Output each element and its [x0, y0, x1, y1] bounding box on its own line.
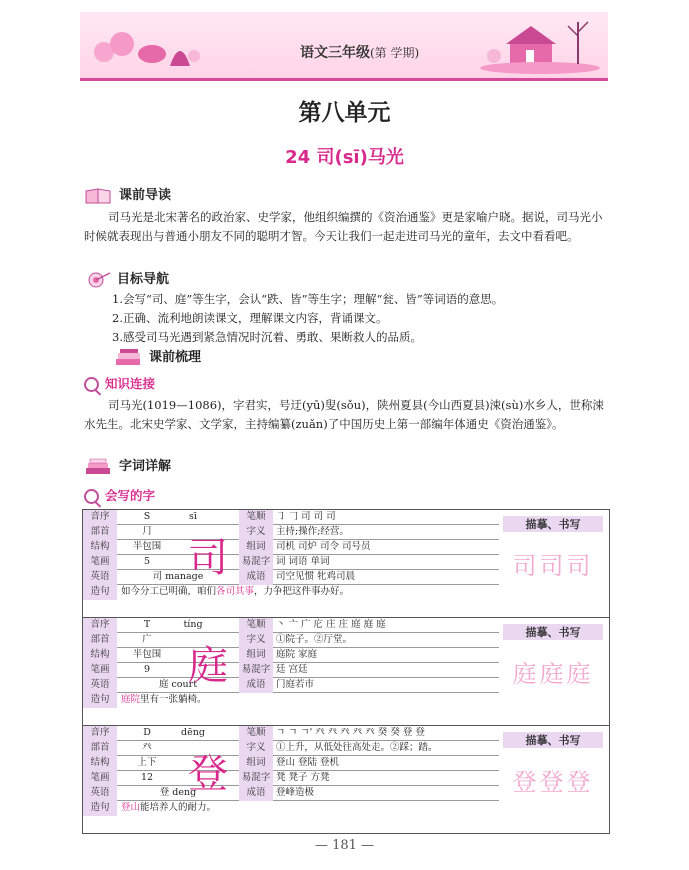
- field-value: 司 manage: [152, 571, 204, 582]
- magnifier-icon: [84, 377, 99, 392]
- field-value: D: [143, 727, 151, 738]
- field-label: 字义: [239, 525, 273, 540]
- field-value: 12: [140, 772, 154, 783]
- field-value: 广: [142, 634, 152, 645]
- field-label: 英语: [83, 570, 117, 585]
- house-tree-decoration-icon: [480, 16, 600, 74]
- char-row-sentence: [83, 585, 607, 600]
- field-label: 结构: [83, 648, 117, 663]
- section-preread-heading: 课前导读: [84, 184, 171, 205]
- char-row-meaning: [83, 633, 499, 648]
- trace-characters: 登登登: [512, 768, 594, 796]
- field-value: ①院子。②厅堂。: [276, 634, 353, 645]
- flower-decoration-icon: [90, 26, 210, 72]
- highlighted-word: 各司其事: [216, 586, 255, 597]
- field-value: ①上升，从低处往高处走。②踩；踏。: [276, 742, 438, 753]
- char-row-meaning: [83, 525, 499, 540]
- field-label: 笔顺: [239, 726, 273, 741]
- field-value: 主持;操作;经营。: [276, 526, 349, 537]
- field-value: 凳 凳子 方凳: [276, 772, 330, 783]
- field-value: 门庭若市: [276, 679, 315, 690]
- section-write-heading: 会写的字: [84, 486, 155, 504]
- field-value: 登峰造极: [276, 787, 315, 798]
- field-value: 登山 登陆 登机: [276, 757, 340, 768]
- preread-text: 司马光是北宋著名的政治家、史学家，他组织编撰的《资治通鉴》更是家喻户晓。据说，司马光小时候就表现出与普通小朋友不同的聪明才智。今天让我们一起走进司马光的童年，去文中看看吧。: [84, 210, 603, 243]
- field-label: 造句: [83, 693, 117, 708]
- field-value: 半包围: [132, 541, 162, 552]
- field-label: 笔顺: [239, 510, 273, 525]
- field-value: ㄱ ㄱ ㄱ' 癶 癶 癶 癶 癶 癸 癸 登 登: [276, 727, 425, 738]
- trace-characters: 司司司: [512, 552, 594, 580]
- page-number: — 181 —: [314, 838, 375, 853]
- field-label: 结构: [83, 540, 117, 555]
- field-label: 部首: [83, 525, 117, 540]
- field-value: ⺆: [142, 526, 152, 537]
- field-value: 登 deng: [159, 787, 197, 798]
- field-label: 笔画: [83, 771, 117, 786]
- field-value: 上下: [137, 757, 157, 768]
- field-value: 丶 亠 广 庀 庄 庄 庭 庭 庭: [276, 619, 386, 630]
- field-label: 成语: [239, 786, 273, 801]
- field-label: 笔顺: [239, 618, 273, 633]
- field-label: 组词: [239, 756, 273, 771]
- unit-title: 第八单元: [298, 99, 391, 126]
- section-words-heading: 字词详解: [84, 455, 171, 476]
- field-value: [209, 726, 239, 741]
- field-value: 9: [143, 664, 151, 675]
- trace-heading: 描摹、书写: [503, 732, 603, 748]
- char-row-order: [83, 510, 499, 525]
- field-value: tíng: [183, 619, 203, 630]
- field-label: 笔画: [83, 663, 117, 678]
- field-label: 音序: [83, 726, 117, 741]
- field-label: 造句: [83, 585, 117, 600]
- field-label: 结构: [83, 756, 117, 771]
- field-value: 庭院 家庭: [276, 649, 318, 660]
- target-icon: [84, 271, 112, 289]
- highlighted-word: 登山: [121, 802, 141, 813]
- field-value: 司机 司炉 司令 司号员: [276, 541, 371, 552]
- field-label: 英语: [83, 786, 117, 801]
- field-label: 易混字: [239, 555, 273, 570]
- big-character: 司: [188, 535, 228, 581]
- goal-item: 2.正确、流利地朗读课文，理解课文内容，背诵课文。: [112, 311, 388, 325]
- field-value: T: [143, 619, 151, 630]
- field-label: 造句: [83, 801, 117, 816]
- char-row-group: [83, 540, 499, 555]
- char-row-idiom: [83, 786, 499, 801]
- field-value: S: [143, 511, 151, 522]
- field-value: 廷 宫廷: [276, 664, 308, 675]
- char-block-0: [82, 509, 610, 618]
- example-sentence: 庭院里有一张躺椅。: [121, 694, 207, 705]
- trace-heading: 描摹、书写: [503, 624, 603, 640]
- char-row-strokes: [83, 771, 499, 786]
- char-row-group: [83, 756, 499, 771]
- book-icon: [84, 187, 114, 205]
- trace-characters: 庭庭庭: [512, 660, 594, 688]
- char-row-order: [83, 726, 499, 741]
- page-header-banner: [80, 12, 608, 81]
- field-value: [209, 510, 239, 525]
- field-label: 组词: [239, 540, 273, 555]
- char-row-strokes: [83, 555, 499, 570]
- big-character: 庭: [188, 643, 228, 689]
- field-value: 词 词语 单词: [276, 556, 330, 567]
- magnifier-icon: [84, 489, 99, 504]
- lesson-title: 24 司(sī)马光: [285, 147, 404, 168]
- example-sentence: 如今分工已明确，咱们各司其事，力争把这件事办好。: [121, 586, 350, 597]
- field-label: 组词: [239, 648, 273, 663]
- example-sentence: 登山能培养人的耐力。: [121, 802, 217, 813]
- header-title: 语文三年级(第 学期): [300, 45, 420, 61]
- field-label: 部首: [83, 633, 117, 648]
- section-review-heading: 课前梳理: [114, 346, 201, 367]
- field-value: [209, 618, 239, 633]
- highlighted-word: 庭院: [121, 694, 141, 705]
- char-row-idiom: [83, 570, 499, 585]
- field-label: 易混字: [239, 663, 273, 678]
- books-stack-icon: [114, 349, 144, 367]
- field-label: 字义: [239, 741, 273, 756]
- char-row-sentence: [83, 693, 607, 708]
- char-row-group: [83, 648, 499, 663]
- books-icon: [84, 458, 114, 476]
- knowledge-text: 司马光(1019—1086)，字君实，号迂(yū)叟(sǒu)，陕州夏县(今山西夏县)涑(sù)水乡人，世称涑水先生。北宋史学家、文学家，主持编纂(zuǎn)了中国历史上第一部编年体通史《资治通鉴》。: [84, 398, 604, 431]
- section-goals-heading: 目标导航: [84, 268, 169, 289]
- field-value: 半包围: [132, 649, 162, 660]
- field-value: 5: [143, 556, 151, 567]
- field-label: 笔画: [83, 555, 117, 570]
- field-label: 部首: [83, 741, 117, 756]
- field-label: 字义: [239, 633, 273, 648]
- field-value: dēng: [181, 727, 205, 738]
- goal-item: 1.会写“司、庭”等生字，会认“跌、皆”等生字；理解“瓮、皆”等词语的意思。: [112, 292, 504, 306]
- field-value: ㇆ 𠃌 司 司 司: [276, 511, 336, 522]
- field-label: 易混字: [239, 771, 273, 786]
- field-label: 英语: [83, 678, 117, 693]
- char-row-strokes: [83, 663, 499, 678]
- goals-list: [112, 290, 602, 347]
- section-knowledge-heading: 知识连接: [84, 374, 155, 392]
- char-row-meaning: [83, 741, 499, 756]
- char-block-2: [82, 725, 610, 834]
- field-value: 癶: [142, 742, 152, 753]
- char-block-1: [82, 617, 610, 726]
- field-value: 司空见惯 牝鸡司晨: [276, 571, 356, 582]
- goal-item: 3.感受司马光遇到紧急情况时沉着、勇敢、果断救人的品质。: [112, 330, 422, 344]
- char-row-sentence: [83, 801, 607, 816]
- big-character: 登: [188, 751, 228, 797]
- field-label: 音序: [83, 510, 117, 525]
- field-value: sī: [189, 511, 197, 522]
- field-label: 成语: [239, 678, 273, 693]
- field-label: 成语: [239, 570, 273, 585]
- trace-heading: 描摹、书写: [503, 516, 603, 532]
- field-value: 庭 court: [158, 679, 198, 690]
- char-row-order: [83, 618, 499, 633]
- char-row-idiom: [83, 678, 499, 693]
- field-label: 音序: [83, 618, 117, 633]
